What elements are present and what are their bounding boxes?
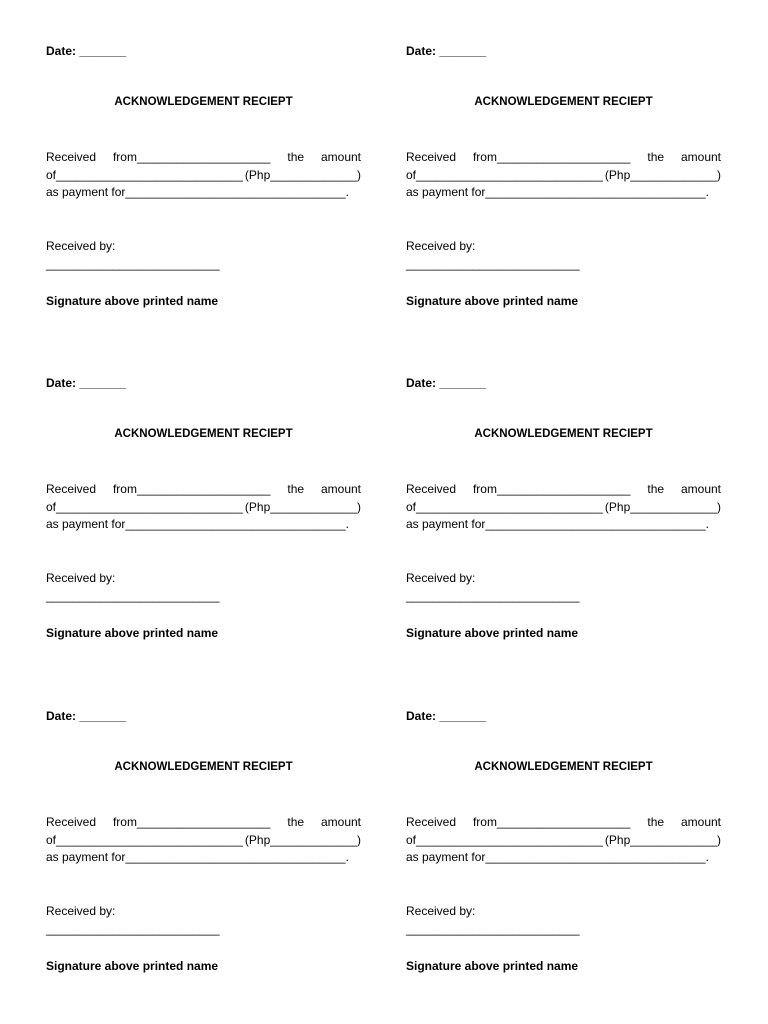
receipt-body <box>46 149 361 202</box>
signature-label: Signature above printed name <box>46 626 219 640</box>
word-the: the <box>287 815 305 829</box>
amount-line <box>46 499 361 517</box>
received-by-label: Received by: <box>46 904 116 918</box>
word-the: the <box>287 482 305 496</box>
php-amount-blank: (Php_____________) <box>604 832 721 847</box>
word-the: the <box>287 150 305 164</box>
word-received: Received <box>406 482 457 496</box>
amount-words-blank: of____________________________ <box>406 167 603 182</box>
receipt-block <box>406 44 721 344</box>
from-blank: from____________________ <box>112 150 271 164</box>
amount-line <box>46 167 361 185</box>
amount-words-blank: of____________________________ <box>46 832 243 847</box>
receipt-title: ACKNOWLEDGEMENT RECIEPT <box>474 428 653 440</box>
receipt-title: ACKNOWLEDGEMENT RECIEPT <box>114 428 293 440</box>
word-received: Received <box>46 150 97 164</box>
receipt-block <box>406 376 721 676</box>
signature-line: __________________________ <box>46 589 220 603</box>
amount-line <box>406 832 721 850</box>
receipt-body <box>406 149 721 202</box>
word-amount: amount <box>680 482 721 496</box>
from-blank: from____________________ <box>472 482 631 496</box>
payment-for-line: as payment for_________________________________. <box>46 185 349 199</box>
word-amount: amount <box>320 482 361 496</box>
payment-for-line: as payment for_________________________________. <box>46 517 349 531</box>
from-blank: from____________________ <box>112 482 271 496</box>
receipt-body <box>46 814 361 867</box>
receipt-title: ACKNOWLEDGEMENT RECIEPT <box>114 761 293 773</box>
date-field: Date: _______ <box>46 709 127 723</box>
receipt-block <box>46 376 361 676</box>
signature-label: Signature above printed name <box>406 959 579 973</box>
payment-for-line: as payment for_________________________________. <box>406 850 709 864</box>
word-amount: amount <box>320 815 361 829</box>
word-amount: amount <box>680 150 721 164</box>
signature-label: Signature above printed name <box>406 294 579 308</box>
receipt-block <box>46 44 361 344</box>
amount-line <box>406 499 721 517</box>
date-field: Date: _______ <box>406 44 487 58</box>
receipt-body <box>406 481 721 534</box>
signature-line: __________________________ <box>46 922 220 936</box>
payment-for-line: as payment for_________________________________. <box>406 185 709 199</box>
received-from-line <box>46 481 361 499</box>
signature-line: __________________________ <box>46 257 220 271</box>
date-field: Date: _______ <box>406 709 487 723</box>
amount-words-blank: of____________________________ <box>46 167 243 182</box>
word-amount: amount <box>680 815 721 829</box>
date-field: Date: _______ <box>46 44 127 58</box>
amount-words-blank: of____________________________ <box>46 499 243 514</box>
signature-label: Signature above printed name <box>46 959 219 973</box>
date-field: Date: _______ <box>46 376 127 390</box>
amount-line <box>406 167 721 185</box>
signature-line: __________________________ <box>406 589 580 603</box>
received-by-label: Received by: <box>406 904 476 918</box>
signature-label: Signature above printed name <box>406 626 579 640</box>
signature-line: __________________________ <box>406 257 580 271</box>
word-the: the <box>647 482 665 496</box>
amount-words-blank: of____________________________ <box>406 499 603 514</box>
received-by-label: Received by: <box>46 571 116 585</box>
word-the: the <box>647 815 665 829</box>
php-amount-blank: (Php_____________) <box>244 499 361 514</box>
receipt-block <box>46 709 361 1009</box>
date-field: Date: _______ <box>406 376 487 390</box>
php-amount-blank: (Php_____________) <box>244 832 361 847</box>
receipt-title: ACKNOWLEDGEMENT RECIEPT <box>474 761 653 773</box>
signature-line: __________________________ <box>406 922 580 936</box>
receipt-block <box>406 709 721 1009</box>
received-by-label: Received by: <box>406 571 476 585</box>
word-the: the <box>647 150 665 164</box>
received-from-line <box>406 814 721 832</box>
amount-words-blank: of____________________________ <box>406 832 603 847</box>
amount-line <box>46 832 361 850</box>
payment-for-line: as payment for_________________________________. <box>46 850 349 864</box>
word-received: Received <box>46 482 97 496</box>
received-by-label: Received by: <box>46 239 116 253</box>
from-blank: from____________________ <box>112 815 271 829</box>
receipt-title: ACKNOWLEDGEMENT RECIEPT <box>114 96 293 108</box>
received-by-label: Received by: <box>406 239 476 253</box>
received-from-line <box>406 481 721 499</box>
signature-label: Signature above printed name <box>46 294 219 308</box>
word-amount: amount <box>320 150 361 164</box>
word-received: Received <box>406 150 457 164</box>
word-received: Received <box>46 815 97 829</box>
received-from-line <box>406 149 721 167</box>
received-from-line <box>46 149 361 167</box>
receipt-body <box>406 814 721 867</box>
from-blank: from____________________ <box>472 815 631 829</box>
from-blank: from____________________ <box>472 150 631 164</box>
receipt-title: ACKNOWLEDGEMENT RECIEPT <box>474 96 653 108</box>
php-amount-blank: (Php_____________) <box>604 499 721 514</box>
php-amount-blank: (Php_____________) <box>244 167 361 182</box>
word-received: Received <box>406 815 457 829</box>
receipt-body <box>46 481 361 534</box>
received-from-line <box>46 814 361 832</box>
php-amount-blank: (Php_____________) <box>604 167 721 182</box>
payment-for-line: as payment for_________________________________. <box>406 517 709 531</box>
